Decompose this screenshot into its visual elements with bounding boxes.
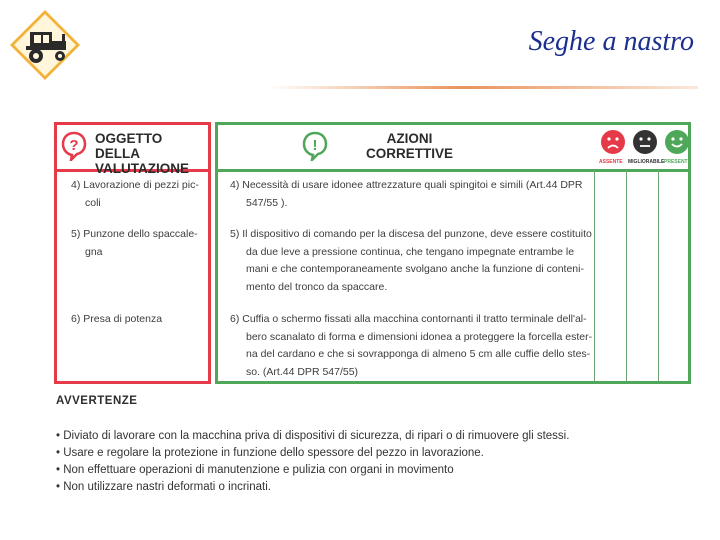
- sad-face-icon: [600, 129, 626, 155]
- rating-column-divider: [626, 169, 627, 381]
- warnings-title: AVVERTENZE: [56, 395, 138, 407]
- action-item-6-line: bero scanalato di forma e dimensioni idonea a proteggere la forcella ester-: [246, 330, 593, 343]
- evaluation-item-5-line2: gna: [85, 245, 103, 258]
- action-item-5-line: mento del tronco da spaccare.: [246, 280, 388, 293]
- rating-present-label: PRESENTE: [664, 159, 691, 165]
- action-item-4-line: 4) Necessità di usare idonee attrezzature quali spingitoi e simili (Art.44 DPR: [230, 179, 583, 191]
- safety-sheet: [52, 120, 696, 500]
- actions-header: [218, 125, 691, 172]
- svg-text:?: ?: [69, 137, 79, 154]
- actions-header-line1: AZIONI: [386, 131, 433, 146]
- evaluation-header: [57, 125, 208, 176]
- rating-column-divider: [594, 169, 595, 381]
- rating-scale: [598, 127, 694, 167]
- actions-header-label: [366, 131, 453, 161]
- evaluation-item-6-line1: 6) Presa di potenza: [71, 313, 163, 325]
- evaluation-header-line2: VALUTAZIONE: [95, 161, 189, 176]
- evaluation-item-4: [71, 177, 199, 212]
- evaluation-item-5-line1: 5) Punzone dello spaccale-: [71, 228, 198, 240]
- action-item-5-line: 5) Il dispositivo di comando per la discesa del punzone, deve essere costituito: [230, 228, 592, 240]
- action-item-6: [230, 311, 592, 381]
- actions-column: [215, 122, 691, 384]
- evaluation-item-6: [71, 311, 162, 329]
- warning-item: • Usare e regolare la protezione in funzione dello spessore del pezzo in lavorazione.: [56, 445, 569, 462]
- exclamation-bubble-icon: [302, 131, 328, 161]
- action-item-6-line: na del cardano e che si sovrapponga di almeno 5 cm alle cuffie dello stes-: [246, 348, 591, 360]
- rating-column-divider: [658, 169, 659, 381]
- question-bubble-icon: [61, 131, 87, 161]
- title-divider: [268, 86, 698, 89]
- action-item-5: [230, 226, 592, 296]
- evaluation-item-4-line2: coli: [85, 196, 101, 209]
- action-item-4-line: 547/55 ).: [246, 196, 288, 209]
- evaluation-item-4-line1: 4) Lavorazione di pezzi pic-: [71, 179, 199, 191]
- page-title: Seghe a nastro: [528, 26, 694, 57]
- rating-improvable-label: MIGLIORABILE: [628, 159, 665, 165]
- happy-face-icon: [664, 129, 690, 155]
- tractor-icon: [8, 8, 82, 82]
- action-item-6-line: 6) Cuffia o schermo fissati alla macchina contornanti il tratto terminale dell'al-: [230, 313, 587, 325]
- action-item-4: [230, 177, 583, 212]
- evaluation-column: [54, 122, 211, 384]
- evaluation-item-5: [71, 226, 198, 261]
- svg-text:!: !: [312, 137, 318, 154]
- actions-header-line2: CORRETTIVE: [366, 146, 454, 161]
- warnings-list: [56, 428, 569, 496]
- evaluation-header-label: [95, 131, 208, 176]
- rating-absent-label: ASSENTE: [599, 159, 623, 165]
- evaluation-header-line1: OGGETTO DELLA: [95, 131, 163, 161]
- action-item-6-line: so. (Art.44 DPR 547/55): [246, 365, 359, 378]
- action-item-5-line: da due leve a pressione continua, che tengano impegnate entrambe le: [246, 245, 575, 258]
- warning-item: • Non utilizzare nastri deformati o incrinati.: [56, 479, 569, 496]
- warning-item: • Non effettuare operazioni di manutenzione e pulizia con organi in movimento: [56, 462, 569, 479]
- warning-item: • Diviato di lavorare con la macchina priva di dispositivi di sicurezza, di ripari o di rimuovere gli stessi.: [56, 428, 569, 445]
- action-item-5-line: mani e che contemporaneamente svolgano anche la funzione di conteni-: [246, 263, 584, 275]
- neutral-face-icon: [632, 129, 658, 155]
